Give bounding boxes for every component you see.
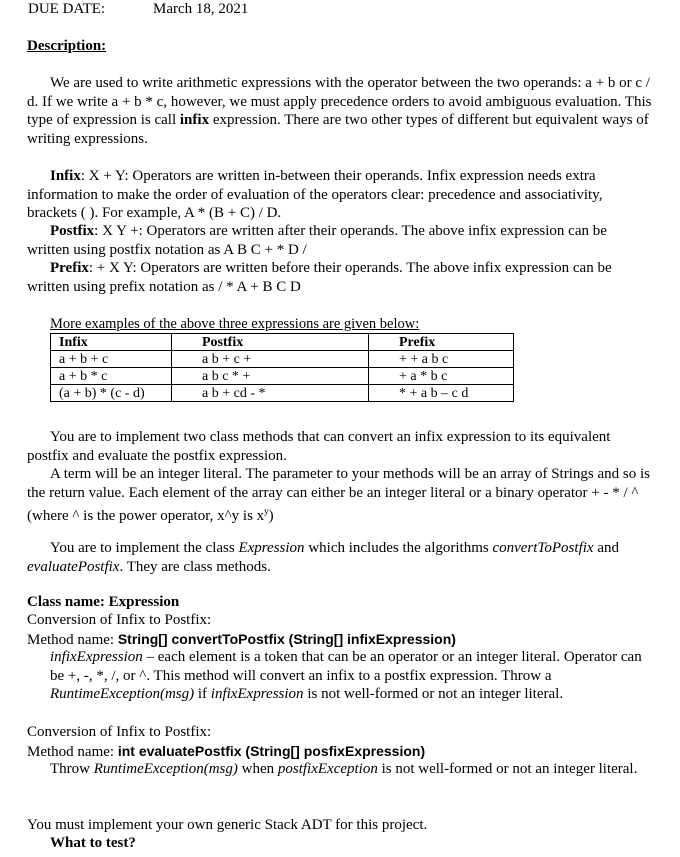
header-postfix: Postfix bbox=[172, 334, 369, 351]
examples-caption: More examples of the above three expressions are given below: bbox=[50, 316, 420, 332]
postfix-paragraph: Postfix: X Y +: Operators are written after their operands. The above infix expression can be written using postfix notation as A B C + * D / bbox=[27, 223, 607, 258]
table-row bbox=[51, 351, 514, 368]
table-cell: a + b + c bbox=[51, 351, 172, 368]
header-infix: Infix bbox=[51, 334, 172, 351]
table-cell: a b + c + bbox=[172, 351, 369, 368]
what-to-test-heading: What to test? bbox=[50, 835, 136, 851]
class-name-line: Class name: Expression bbox=[27, 594, 180, 610]
method-2-description: Throw RuntimeException(msg) when postfixException is not well-formed or not an integer literal. bbox=[50, 761, 638, 777]
table-cell: + + a b c bbox=[369, 351, 514, 368]
table-cell: (a + b) * (c - d) bbox=[51, 385, 172, 402]
infix-paragraph: Infix: X + Y: Operators are written in-between their operands. Infix expression needs extra information to make the order of evaluation of the operators clear: precedence and associativity, brackets ( ). For example, A * (B + C) / D. bbox=[27, 168, 603, 221]
table-header-row bbox=[51, 334, 514, 351]
prefix-paragraph: Prefix: + X Y: Operators are written before their operands. The above infix expression can be written using prefix notation as / * A + B C D bbox=[27, 260, 612, 295]
task-paragraph-3: You are to implement the class Expression which includes the algorithms convertToPostfix and evaluatePostfix. They are class methods. bbox=[27, 540, 619, 575]
method-1-line: Method name: String[] convertToPostfix (String[] infixExpression) bbox=[27, 631, 456, 648]
stack-requirement: You must implement your own generic Stack ADT for this project. bbox=[27, 817, 428, 833]
task-paragraph-2: A term will be an integer literal. The parameter to your methods will be an array of Strings and so is the return value. Each element of the array can either be an integer literal or a binary operator + - * / ^ (where ^ is the power operator, x^y is $x^y$) bbox=[27, 466, 650, 524]
table-cell: + a * b c bbox=[369, 368, 514, 385]
examples-table bbox=[50, 333, 514, 402]
conversion-label-1: Conversion of Infix to Postfix: bbox=[27, 612, 212, 628]
table-cell: * + a b – c d bbox=[369, 385, 514, 402]
conversion-label-2: Conversion of Infix to Postfix: bbox=[27, 724, 212, 740]
due-date-label: DUE DATE: bbox=[28, 1, 106, 17]
task-paragraph-1: You are to implement two class methods that can convert an infix expression to its equivalent postfix and evaluate the postfix expression. bbox=[27, 429, 611, 464]
intro-paragraph: We are used to write arithmetic expressions with the operator between the two operands: a + b or c / d. If we write a + b * c, however, we must apply precedence orders to avoid ambiguous evaluation. This type of expression is call infix expression. There are two other types of different but equivalent ways of writing expressions. bbox=[27, 75, 652, 147]
method-2-line: Method name: int evaluatePostfix (String[] posfixExpression) bbox=[27, 743, 426, 760]
table-row bbox=[51, 385, 514, 402]
table-cell: a b c * + bbox=[172, 368, 369, 385]
table-cell: a b + cd - * bbox=[172, 385, 369, 402]
table-cell: a + b * c bbox=[51, 368, 172, 385]
due-date-value: March 18, 2021 bbox=[153, 1, 249, 17]
method-1-description: infixExpression – each element is a token that can be an operator or an integer literal. Operator can be +, -, *, /, or ^. This method will convert an infix to a postfix expression. Throw a RuntimeException(msg) if infixExpression is not well-formed or not an integer literal. bbox=[50, 649, 642, 702]
description-heading: Description: bbox=[27, 38, 107, 54]
table-row bbox=[51, 368, 514, 385]
header-prefix: Prefix bbox=[369, 334, 514, 351]
